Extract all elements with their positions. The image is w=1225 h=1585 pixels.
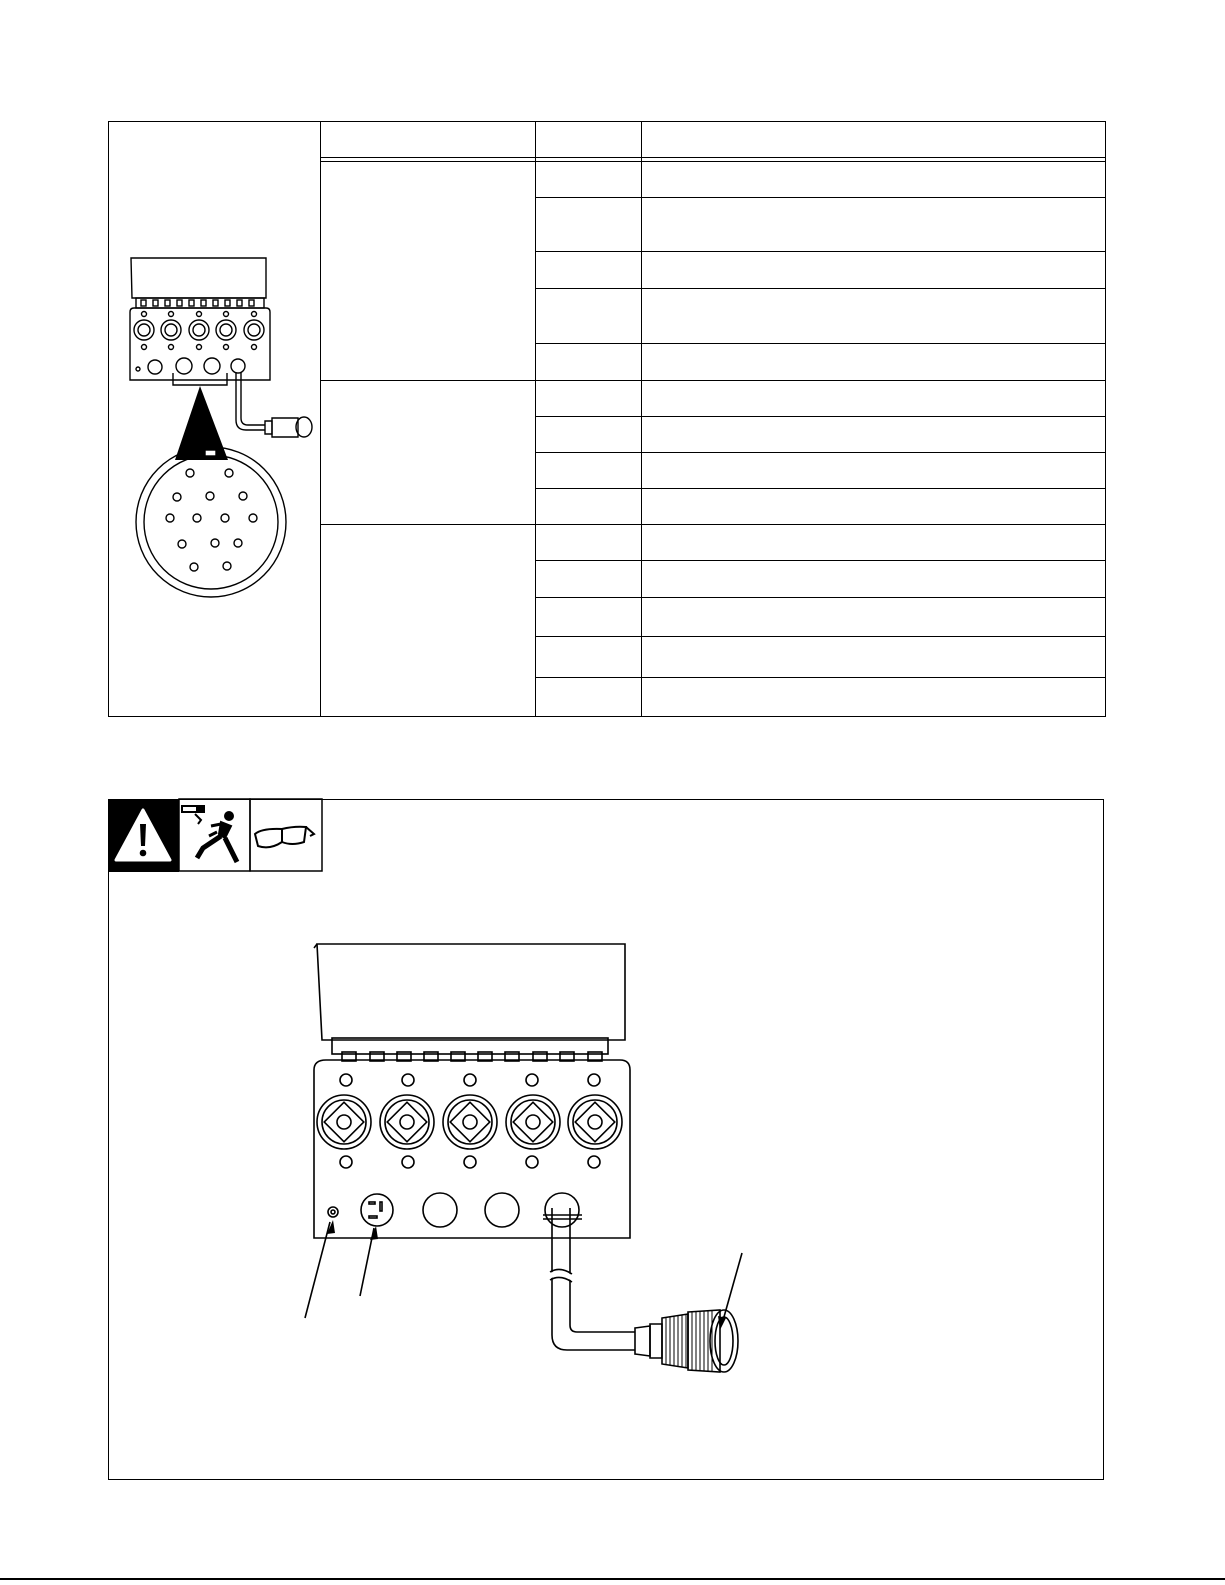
safety-glasses-icon [252, 820, 316, 854]
table-col-divider-1 [320, 121, 321, 717]
table-row-rule [535, 343, 1106, 344]
table-row-rule [535, 251, 1106, 252]
warning-triangle-icon [112, 806, 174, 864]
table-group-rule-2 [320, 524, 1106, 525]
receptacle-panel-thumbnail [120, 250, 320, 610]
electric-shock-icon [181, 802, 245, 868]
table-row-rule [535, 677, 1106, 678]
table-row-rule [535, 597, 1106, 598]
table-row-rule [535, 560, 1106, 561]
table-col-divider-2 [535, 121, 536, 717]
receptacle-panel-diagram [300, 940, 760, 1380]
table-group-rule-1 [320, 380, 1106, 381]
page-footer-rule [0, 1578, 1225, 1580]
table-header-rule-1 [320, 157, 1106, 158]
table-header-rule-2 [320, 161, 1106, 162]
table-row-rule [535, 636, 1106, 637]
table-row-rule [535, 197, 1106, 198]
table-row-rule [535, 416, 1106, 417]
table-row-rule [535, 452, 1106, 453]
table-row-rule [535, 288, 1106, 289]
table-col-divider-3 [641, 121, 642, 717]
table-row-rule [535, 488, 1106, 489]
